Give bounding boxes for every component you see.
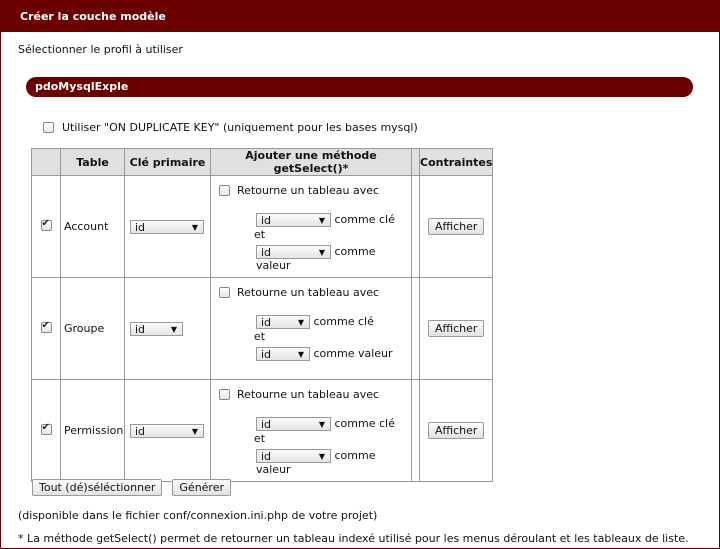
- method-checkbox[interactable]: [219, 389, 230, 400]
- chevron-down-icon: ▼: [297, 350, 304, 359]
- table-name: Permission: [61, 380, 125, 482]
- primary-key-cell: [125, 380, 211, 482]
- window-title: Créer la couche modèle: [1, 1, 719, 32]
- key-suffix: comme clé: [334, 213, 395, 226]
- header-primary-key: Clé primaire: [125, 149, 211, 176]
- key-select[interactable]: [256, 417, 331, 431]
- chevron-down-icon: ▼: [318, 420, 325, 429]
- duplicate-key-checkbox[interactable]: [43, 122, 54, 133]
- key-suffix: comme clé: [313, 315, 374, 328]
- constraints-cell: [420, 278, 493, 380]
- show-constraints-button[interactable]: Afficher: [428, 218, 484, 235]
- method-cell: [211, 380, 412, 482]
- profile-prompt: Sélectionner le profil à utiliser: [18, 43, 183, 56]
- chevron-down-icon: ▼: [170, 324, 177, 334]
- primary-key-value: id: [135, 220, 146, 234]
- primary-key-select[interactable]: [130, 322, 183, 336]
- table-row: [32, 176, 493, 278]
- header-select: [32, 149, 61, 176]
- value-suffix: comme valeur: [313, 347, 393, 360]
- constraints-cell: [420, 380, 493, 482]
- toggle-all-button[interactable]: Tout (dé)séléctionner: [32, 479, 162, 496]
- show-constraints-button[interactable]: Afficher: [428, 320, 484, 337]
- row-checkbox[interactable]: [41, 220, 52, 231]
- table-name: Groupe: [61, 278, 125, 380]
- row-select-cell: [32, 380, 61, 482]
- chevron-down-icon: ▼: [297, 318, 304, 327]
- spacer-cell: [412, 278, 420, 380]
- chevron-down-icon: ▼: [318, 216, 325, 225]
- key-select[interactable]: [256, 213, 331, 227]
- table-row: [32, 380, 493, 482]
- method-checkbox[interactable]: [219, 287, 230, 298]
- method-label: Retourne un tableau avec: [237, 286, 380, 299]
- generate-button[interactable]: Générer: [172, 479, 231, 496]
- availability-note: (disponible dans le fichier conf/connexion.ini.php de votre projet): [18, 509, 378, 522]
- footnote: * La méthode getSelect() permet de retourner un tableau indexé utilisé pour les menus déroulant et les tableaux de liste.: [18, 532, 689, 545]
- chevron-down-icon: ▼: [318, 248, 325, 257]
- method-cell: [211, 278, 412, 380]
- and-label: et: [254, 228, 266, 241]
- row-checkbox[interactable]: [41, 322, 52, 333]
- spacer-cell: [412, 176, 420, 278]
- method-cell: [211, 176, 412, 278]
- action-buttons: [32, 479, 231, 496]
- chevron-down-icon: ▼: [318, 452, 325, 461]
- value-select[interactable]: [256, 449, 331, 463]
- value-select[interactable]: [256, 245, 331, 259]
- key-suffix: comme clé: [334, 417, 395, 430]
- primary-key-value: id: [135, 322, 146, 336]
- primary-key-value: id: [135, 424, 146, 438]
- header-spacer: [412, 149, 420, 176]
- and-label: et: [254, 330, 266, 343]
- row-select-cell: [32, 176, 61, 278]
- duplicate-key-option[interactable]: [43, 121, 418, 134]
- primary-key-select[interactable]: [130, 220, 204, 234]
- header-method: Ajouter une méthode getSelect()*: [211, 149, 412, 176]
- row-select-cell: [32, 278, 61, 380]
- constraints-cell: [420, 176, 493, 278]
- key-select-value: id: [261, 316, 272, 329]
- profile-bar[interactable]: pdoMysqlExple: [26, 77, 693, 97]
- value-select[interactable]: [256, 347, 310, 361]
- method-label: Retourne un tableau avec: [237, 388, 380, 401]
- primary-key-select[interactable]: [130, 424, 204, 438]
- tables-grid: [31, 148, 493, 482]
- value-select-value: id: [261, 348, 272, 361]
- row-checkbox[interactable]: [41, 424, 52, 435]
- value-select-value: id: [261, 246, 272, 259]
- chevron-down-icon: ▼: [191, 222, 198, 232]
- primary-key-cell: [125, 176, 211, 278]
- duplicate-key-label: Utiliser "ON DUPLICATE KEY" (uniquement pour les bases mysql): [62, 121, 418, 134]
- table-row: [32, 278, 493, 380]
- value-suffix: comme valeur: [256, 449, 376, 476]
- spacer-cell: [412, 380, 420, 482]
- header-table: Table: [61, 149, 125, 176]
- key-select-value: id: [261, 214, 272, 227]
- key-select-value: id: [261, 418, 272, 431]
- value-select-value: id: [261, 450, 272, 463]
- table-name: Account: [61, 176, 125, 278]
- key-select[interactable]: [256, 315, 310, 329]
- header-constraints: Contraintes: [420, 149, 493, 176]
- chevron-down-icon: ▼: [191, 426, 198, 436]
- method-label: Retourne un tableau avec: [237, 184, 380, 197]
- primary-key-cell: [125, 278, 211, 380]
- value-suffix: comme valeur: [256, 245, 376, 272]
- and-label: et: [254, 432, 266, 445]
- show-constraints-button[interactable]: Afficher: [428, 422, 484, 439]
- method-checkbox[interactable]: [219, 185, 230, 196]
